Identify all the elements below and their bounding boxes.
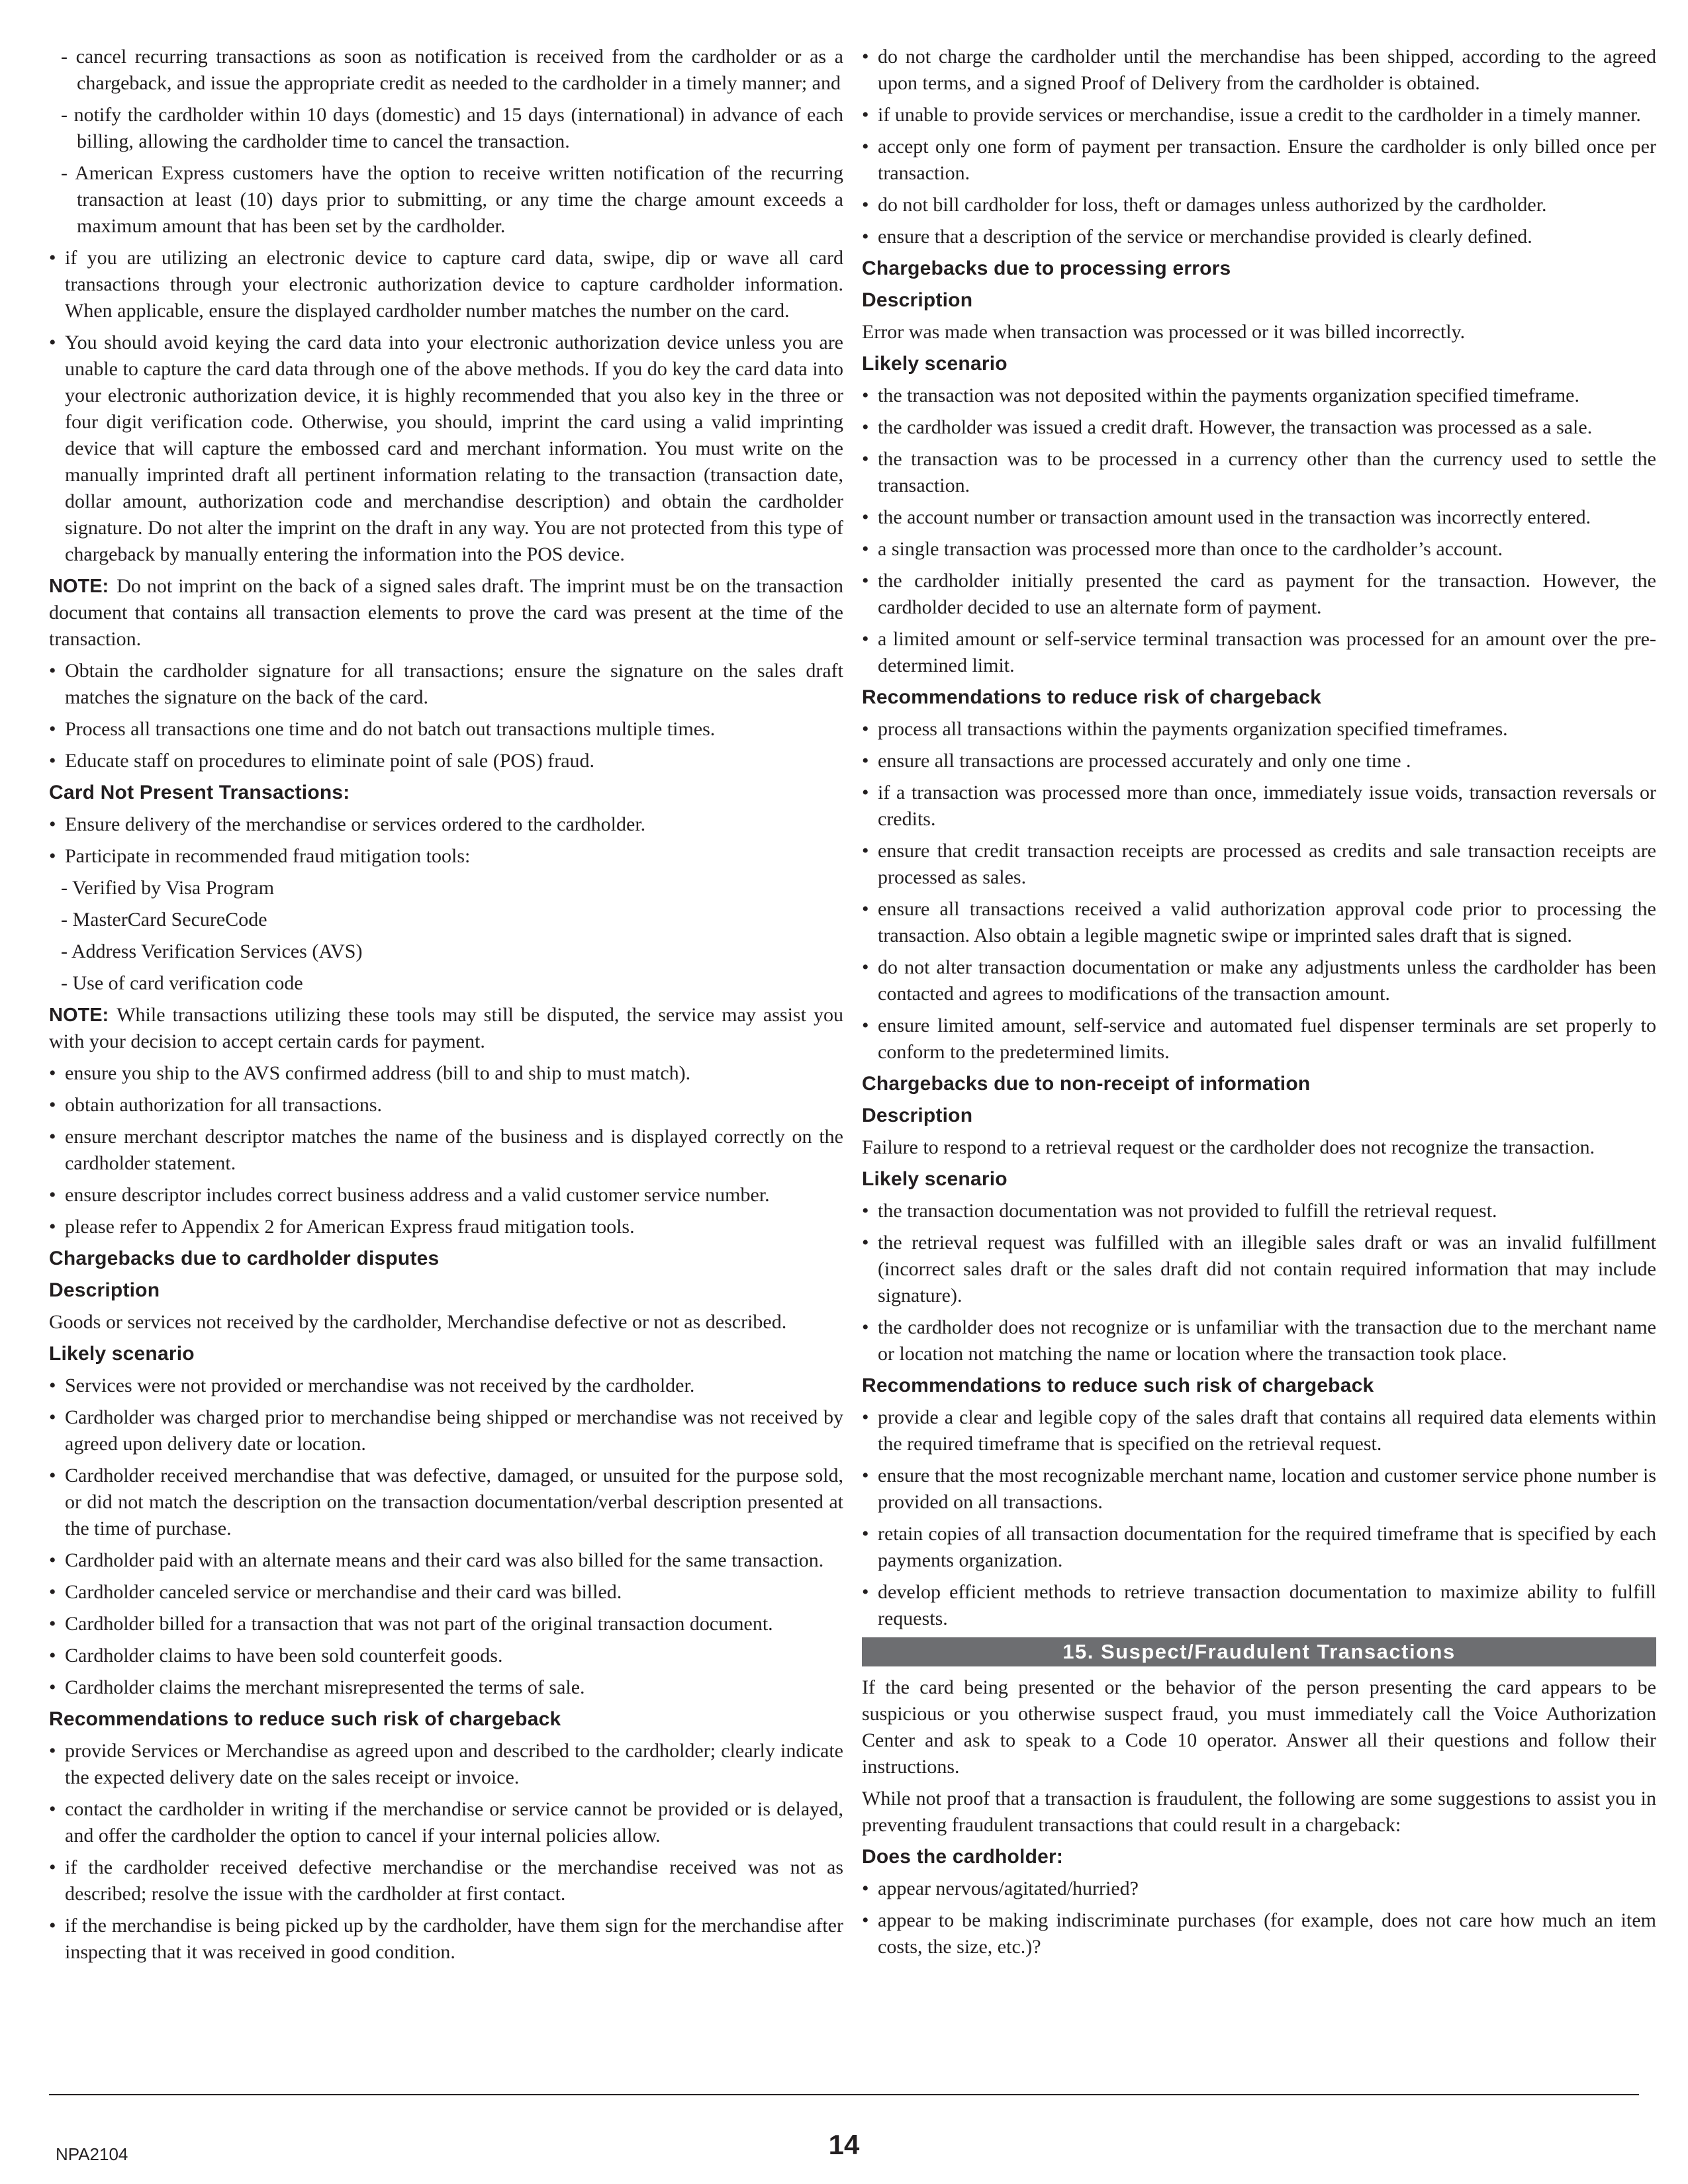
document-code: NPA2104 (56, 2144, 128, 2164)
bullet-item: • Educate staff on procedures to eliminate point of sale (POS) fraud. (49, 748, 843, 774)
bullet-item: • Cardholder was charged prior to merchandise being shipped or merchandise was not received by agreed upon delivery date or location. (49, 1404, 843, 1457)
disputes-heading: Chargebacks due to cardholder disputes (49, 1248, 440, 1269)
bullet-item: • ensure that credit transaction receipts are processed as credits and sale transaction receipts are processed as sales. (862, 838, 1656, 891)
sub-item: - notify the cardholder within 10 days (domestic) and 15 days (international) in advance of each billing, allowing the cardholder time to cancel the transaction. (61, 104, 843, 152)
bullet-item: • obtain authorization for all transactions. (49, 1092, 843, 1118)
recommendations-heading: Recommendations to reduce such risk of chargeback (49, 1708, 561, 1730)
bullet-item: • if a transaction was processed more than once, immediately issue voids, transaction reversals or credits. (862, 780, 1656, 833)
description-heading: Description (862, 289, 973, 311)
sub-item: - cancel recurring transactions as soon as notification is received from the cardholder or as a chargeback, and issue the appropriate credit as needed to the cardholder in a timely manner; and (61, 46, 843, 94)
bullet-item: • Process all transactions one time and do not batch out transactions multiple times. (49, 716, 843, 743)
bullet-item: • the transaction was to be processed in a currency other than the currency used to settle the transaction. (862, 446, 1656, 499)
description-text: Error was made when transaction was processed or it was billed incorrectly. (862, 321, 1466, 343)
bullet-item: • the retrieval request was fulfilled with an illegible sales draft or was an invalid fulfillment (incorrect sales draft or the sales draft did not contain required information that may include signature). (862, 1230, 1656, 1309)
section-paragraph: If the card being presented or the behavior of the person presenting the card appears to be suspicious or you otherwise suspect fraud, you must immediately call the Voice Authorization Center and ask to speak to a Code 10 operator. Answer all their questions and follow their instructions. (862, 1676, 1656, 1778)
bullet-item: • develop efficient methods to retrieve transaction documentation to maximize ability to fulfill requests. (862, 1579, 1656, 1632)
bullet-item: • do not bill cardholder for loss, theft or damages unless authorized by the cardholder. (862, 192, 1656, 218)
bullet-item: • if you are utilizing an electronic device to capture card data, swipe, dip or wave all card transactions through your electronic authorization device to capture cardholder information. When applicable, ensure the displayed cardholder number matches the number on the card. (49, 245, 843, 324)
bullet-item: • process all transactions within the payments organization specified timeframes. (862, 716, 1656, 743)
bullet-item: • if the cardholder received defective merchandise or the merchandise received was not as described; resolve the issue with the cardholder at first contact. (49, 1854, 843, 1907)
note-label: NOTE: (49, 576, 109, 597)
bullet-item: • ensure that a description of the service or merchandise provided is clearly defined. (862, 224, 1656, 250)
cardholder-heading: Does the cardholder: (862, 1846, 1064, 1868)
bullet-item: • Cardholder received merchandise that was defective, damaged, or unsuited for the purpose sold, or did not match the description on the transaction documentation/verbal description presented at the time of purchase. (49, 1463, 843, 1542)
bullet-item: • provide Services or Merchandise as agreed upon and described to the cardholder; clearly indicate the expected delivery date on the sales receipt or invoice. (49, 1738, 843, 1791)
note-text: While transactions utilizing these tools may still be disputed, the service may assist you with your decision to accept certain cards for payment. (49, 1004, 843, 1052)
bullet-item: • provide a clear and legible copy of the sales draft that contains all required data elements within the required timeframe that is specified on the retrieval request. (862, 1404, 1656, 1457)
recommendations-heading: Recommendations to reduce risk of chargeback (862, 686, 1322, 708)
bullet-item: • contact the cardholder in writing if the merchandise or service cannot be provided or is delayed, and offer the cardholder the option to cancel if your internal policies allow. (49, 1796, 843, 1849)
bullet-item: • Cardholder billed for a transaction that was not part of the original transaction document. (49, 1611, 843, 1637)
note-label: NOTE: (49, 1005, 109, 1026)
page-number: 14 (828, 2129, 860, 2160)
section-paragraph: While not proof that a transaction is fraudulent, the following are some suggestions to assist you in preventing fraudulent transactions that could result in a chargeback: (862, 1788, 1656, 1836)
bullet-item: • ensure all transactions are processed accurately and only one time . (862, 748, 1656, 774)
footer-divider (49, 2094, 1639, 2095)
bullet-item: • if unable to provide services or merchandise, issue a credit to the cardholder in a timely manner. (862, 102, 1656, 128)
bullet-item: • the transaction was not deposited within the payments organization specified timeframe. (862, 383, 1656, 409)
bullet-item: • ensure limited amount, self-service and automated fuel dispenser terminals are set properly to conform to the predetermined limits. (862, 1013, 1656, 1066)
recommendations-heading: Recommendations to reduce such risk of chargeback (862, 1375, 1374, 1396)
processing-errors-heading: Chargebacks due to processing errors (862, 257, 1231, 279)
bullet-item: • Ensure delivery of the merchandise or services ordered to the cardholder. (49, 811, 843, 838)
bullet-item: • please refer to Appendix 2 for American Express fraud mitigation tools. (49, 1214, 843, 1240)
bullet-item: • a limited amount or self-service terminal transaction was processed for an amount over the pre-determined limit. (862, 626, 1656, 679)
bullet-item: • ensure that the most recognizable merchant name, location and customer service phone number is provided on all transactions. (862, 1463, 1656, 1516)
bullet-item: • ensure merchant descriptor matches the name of the business and is displayed correctly on the cardholder statement. (49, 1124, 843, 1177)
bullet-item: • do not charge the cardholder until the merchandise has been shipped, according to the agreed upon terms, and a signed Proof of Delivery from the cardholder is obtained. (862, 44, 1656, 97)
bullet-item: • ensure you ship to the AVS confirmed address (bill to and ship to must match). (49, 1060, 843, 1087)
description-text: Failure to respond to a retrieval request or the cardholder does not recognize the transaction. (862, 1136, 1595, 1158)
bullet-item: • Cardholder paid with an alternate means and their card was also billed for the same transaction. (49, 1547, 843, 1574)
bullet-item: • Cardholder claims the merchant misrepresented the terms of sale. (49, 1674, 843, 1701)
non-receipt-heading: Chargebacks due to non-receipt of information (862, 1073, 1311, 1095)
note-paragraph (49, 573, 843, 653)
bullet-item: • Obtain the cardholder signature for all transactions; ensure the signature on the sales draft matches the signature on the back of the card. (49, 658, 843, 711)
bullet-item: • do not alter transaction documentation or make any adjustments unless the cardholder has been contacted and agrees to modifications of the transaction amount. (862, 954, 1656, 1007)
bullet-item: • the cardholder was issued a credit draft. However, the transaction was processed as a sale. (862, 414, 1656, 441)
scenario-heading: Likely scenario (862, 1168, 1008, 1190)
section-title-bar: 15. Suspect/Fraudulent Transactions (862, 1637, 1656, 1666)
bullet-item: • retain copies of all transaction documentation for the required timeframe that is specified by each payments organization. (862, 1521, 1656, 1574)
scenario-heading: Likely scenario (49, 1343, 195, 1365)
bullet-item: • ensure all transactions received a valid authorization approval code prior to processing the transaction. Also obtain a legible magnetic swipe or imprinted sales draft that is signed. (862, 896, 1656, 949)
note-text: Do not imprint on the back of a signed sales draft. The imprint must be on the transaction document that contains all transaction elements to prove the card was present at the time of the transaction. (49, 575, 843, 650)
bullet-item: • ensure descriptor includes correct business address and a valid customer service number. (49, 1182, 843, 1208)
description-heading: Description (49, 1279, 160, 1301)
bullet-item: • Participate in recommended fraud mitigation tools: (49, 843, 843, 870)
bullet-item: • Cardholder claims to have been sold counterfeit goods. (49, 1643, 843, 1669)
tool-item: - Verified by Visa Program (61, 877, 275, 899)
card-not-present-heading: Card Not Present Transactions: (49, 782, 350, 803)
description-text: Goods or services not received by the cardholder, Merchandise defective or not as described. (49, 1311, 787, 1333)
bullet-item: • the transaction documentation was not provided to fulfill the retrieval request. (862, 1198, 1656, 1224)
bullet-item: • appear to be making indiscriminate purchases (for example, does not care how much an item costs, the size, etc.)? (862, 1907, 1656, 1960)
bullet-item: • Services were not provided or merchandise was not received by the cardholder. (49, 1373, 843, 1399)
tool-item: - Address Verification Services (AVS) (61, 940, 363, 962)
tool-item: - Use of card verification code (61, 972, 303, 994)
bullet-item: • a single transaction was processed more than once to the cardholder’s account. (862, 536, 1656, 563)
description-heading: Description (862, 1105, 973, 1126)
bullet-item: • the cardholder initially presented the card as payment for the transaction. However, the cardholder decided to use an alternate form of payment. (862, 568, 1656, 621)
bullet-item: • appear nervous/agitated/hurried? (862, 1876, 1656, 1902)
right-column (862, 44, 1656, 1966)
bullet-item: • the account number or transaction amount used in the transaction was incorrectly entered. (862, 504, 1656, 531)
bullet-item: • accept only one form of payment per transaction. Ensure the cardholder is only billed once per transaction. (862, 134, 1656, 187)
bullet-item: • the cardholder does not recognize or is unfamiliar with the transaction due to the merchant name or location not matching the name or location where the transaction took place. (862, 1314, 1656, 1367)
left-column (49, 44, 843, 1971)
bullet-item: • if the merchandise is being picked up by the cardholder, have them sign for the merchandise after inspecting that it was received in good condition. (49, 1913, 843, 1966)
bullet-item: • Cardholder canceled service or merchandise and their card was billed. (49, 1579, 843, 1606)
scenario-heading: Likely scenario (862, 353, 1008, 375)
note-paragraph (49, 1002, 843, 1055)
sub-item: - American Express customers have the option to receive written notification of the recurring transaction at least (10) days prior to submitting, or any time the charge amount exceeds a maximum amount that has been set by the cardholder. (61, 162, 843, 237)
bullet-item: • You should avoid keying the card data into your electronic authorization device unless you are unable to capture the card data through one of the above methods. If you do key the card data into your electronic authorization device, it is highly recommended that you also key in the three or four digit verification code. Otherwise, you should, imprint the card using a valid imprinting device that will capture the embossed card and merchant information. You must write on the manually imprinted draft all pertinent information relating to the transaction (transaction date, dollar amount, authorization code and merchandise description) and obtain the cardholder signature. Do not alter the imprint on the draft in any way. You are not protected from this type of chargeback by manually entering the information into the POS device. (49, 330, 843, 568)
tool-item: - MasterCard SecureCode (61, 909, 267, 931)
